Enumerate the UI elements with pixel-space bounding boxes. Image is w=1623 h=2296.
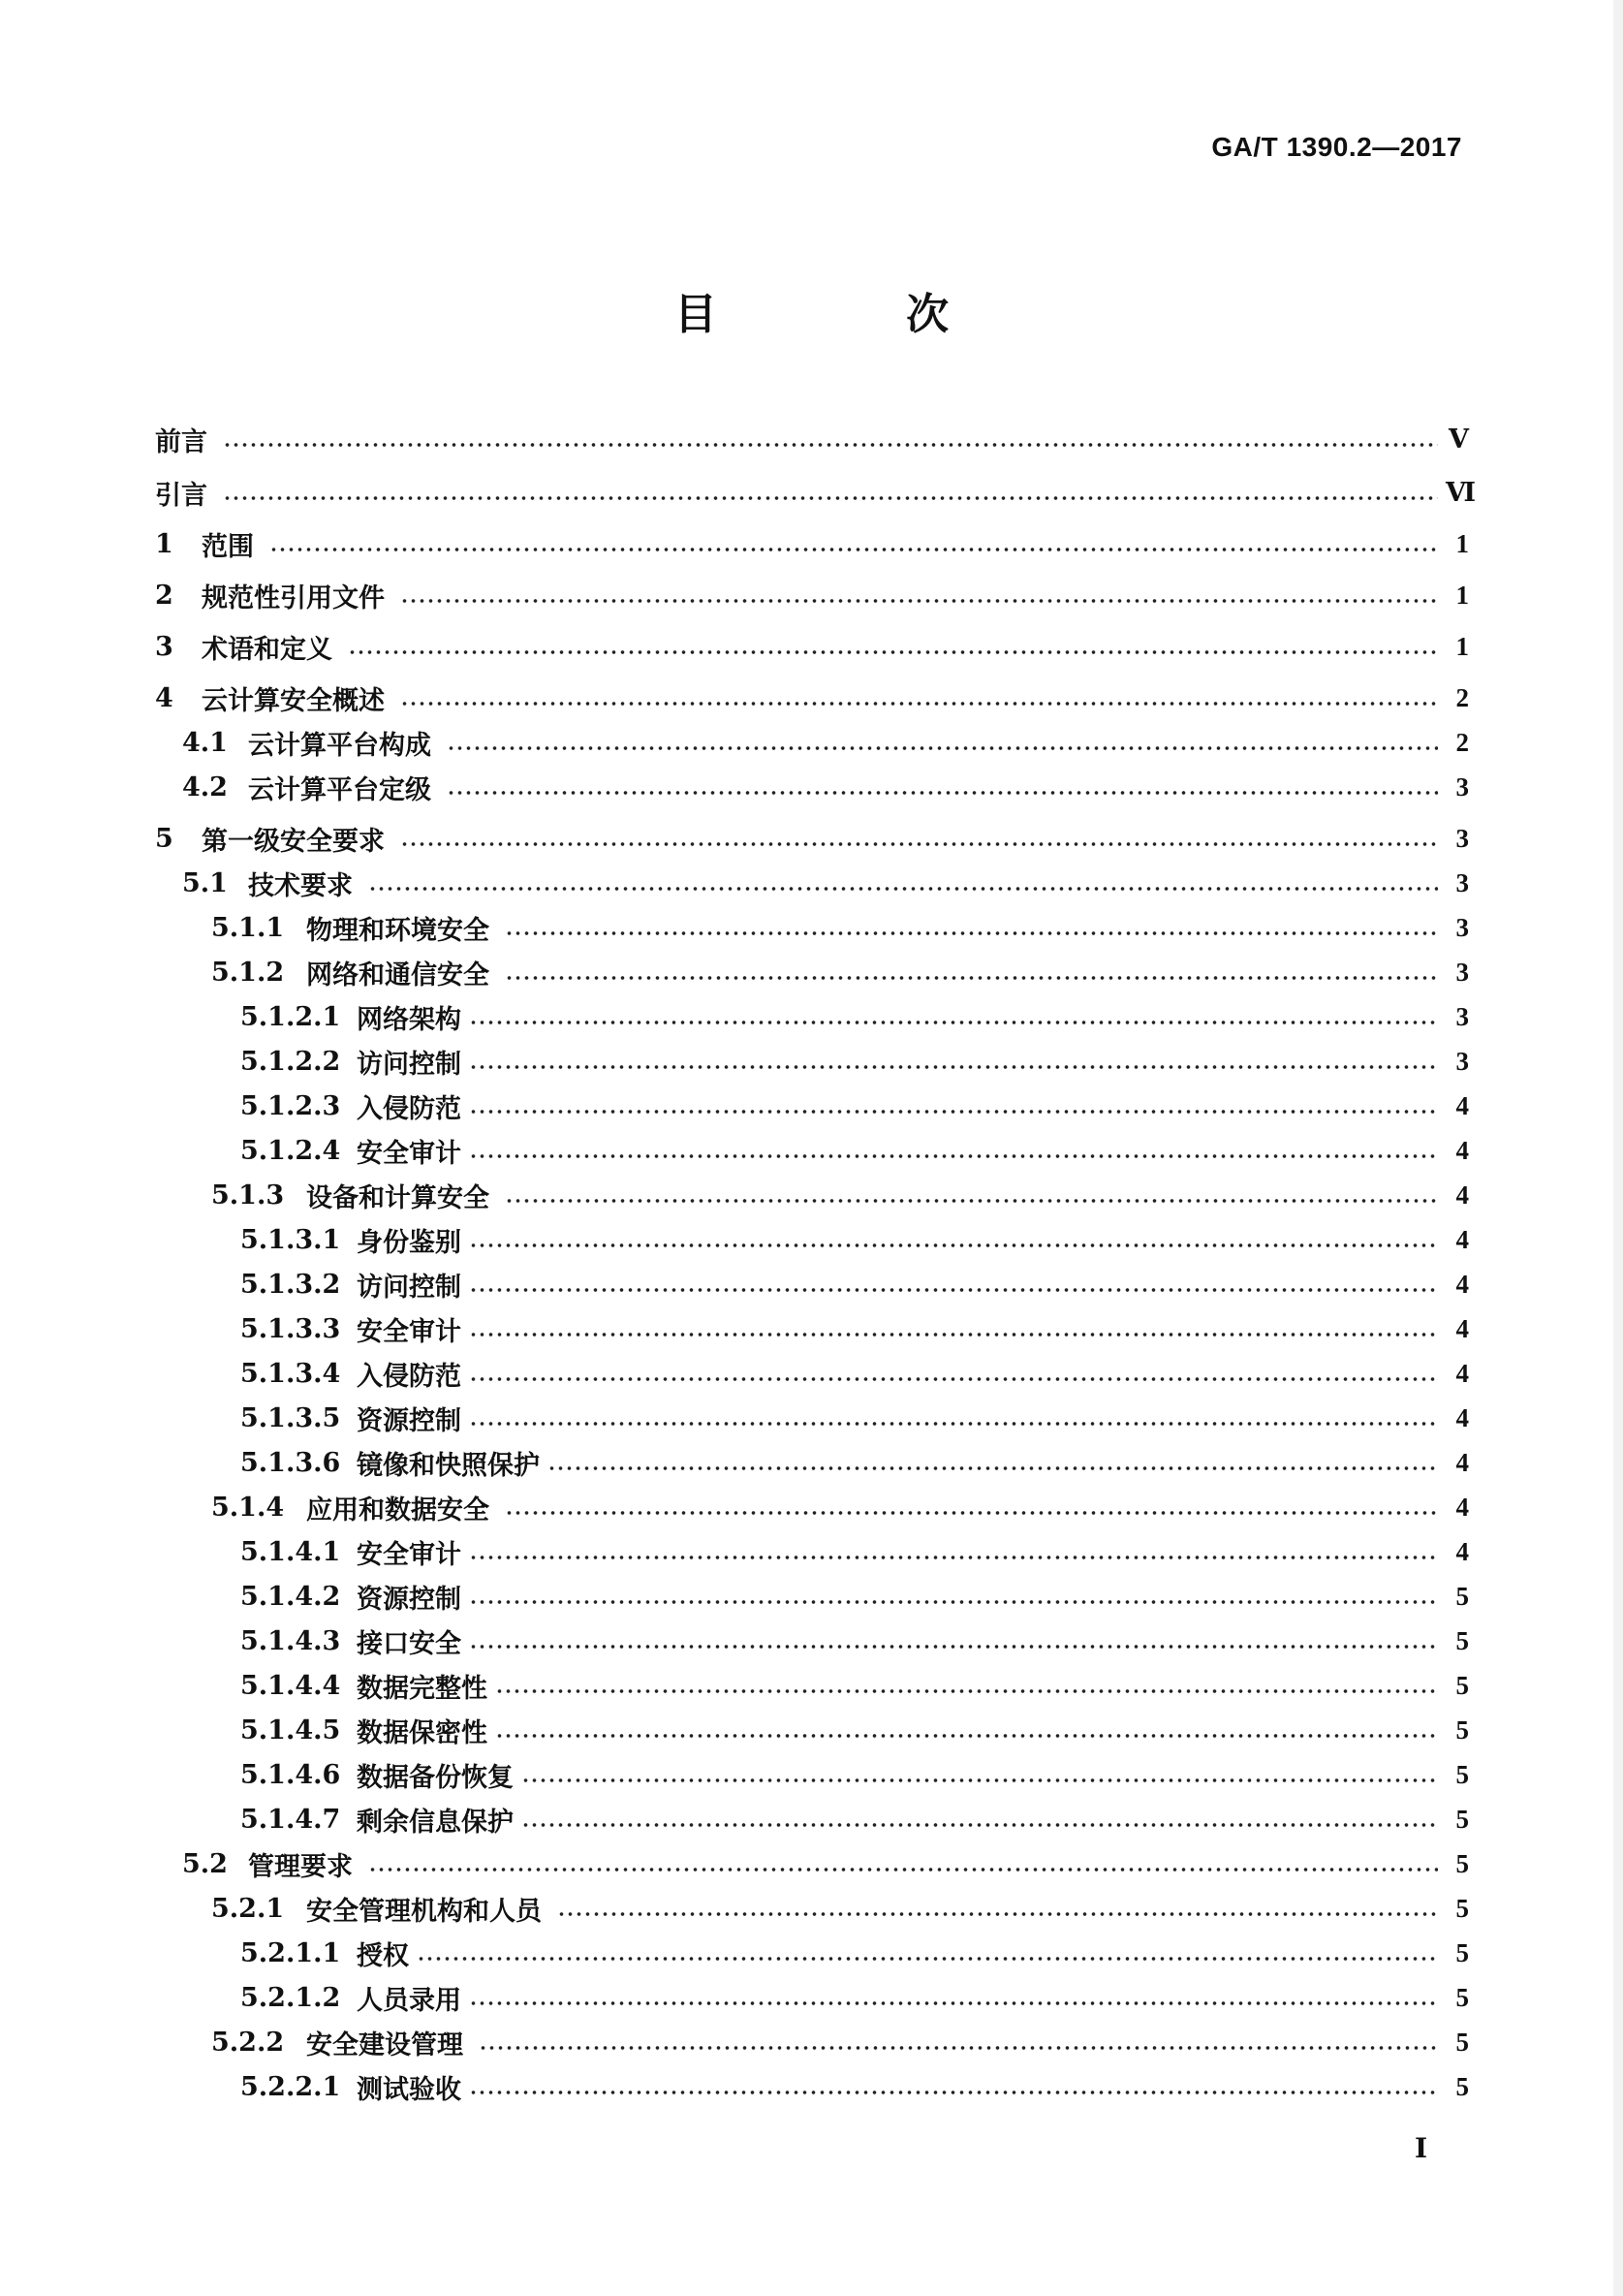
toc-entry-number: 5.1.2	[211, 957, 285, 988]
toc-dot-leader	[495, 1731, 1438, 1741]
toc-entry[interactable]	[155, 816, 1469, 861]
toc-entry[interactable]	[155, 521, 1469, 566]
toc-entry[interactable]	[155, 950, 1469, 994]
toc-entry-title: 安全审计	[357, 1539, 461, 1570]
toc-entry-number: 5.2	[182, 1848, 228, 1879]
toc-entry-page: 4	[1455, 1090, 1469, 1120]
toc-dot-leader	[469, 1998, 1438, 2008]
toc-entry[interactable]	[155, 1574, 1469, 1619]
toc-entry-number: 5.1.3.3	[240, 1313, 341, 1344]
toc-entry-number: 5.1.3.2	[240, 1269, 341, 1300]
toc-entry[interactable]	[155, 1529, 1469, 1574]
toc-dot-leader	[557, 1909, 1438, 1919]
toc-entry-title: 资源控制	[357, 1584, 461, 1615]
toc-entry[interactable]	[155, 624, 1469, 669]
toc-entry-number: 5.1.4	[211, 1492, 285, 1523]
toc-entry-page: 3	[1455, 823, 1469, 853]
toc-dot-leader	[469, 1330, 1438, 1339]
toc-entry-title: 数据完整性	[357, 1673, 487, 1704]
page-edge-shadow	[1613, 0, 1623, 2296]
toc-entry[interactable]	[155, 765, 1469, 809]
toc-entry-number: 5.1.1	[211, 912, 285, 943]
toc-entry-title: 云计算平台构成	[248, 730, 431, 761]
toc-entry-title: 网络和通信安全	[306, 959, 489, 991]
toc-entry-number: 5.1.4.4	[240, 1670, 341, 1701]
toc-entry-page: 3	[1455, 867, 1469, 897]
toc-entry[interactable]	[155, 1931, 1469, 1975]
toc-entry-number: 5.1.3.6	[240, 1447, 341, 1478]
toc-entry-number: 5.1.3.4	[240, 1358, 341, 1389]
toc-entry-title: 访问控制	[357, 1272, 461, 1303]
toc-dot-leader	[417, 1954, 1438, 1964]
toc-entry-page: 4	[1455, 1402, 1469, 1432]
toc-dot-leader	[505, 1508, 1438, 1518]
toc-entry-title: 访问控制	[357, 1049, 461, 1080]
toc-entry[interactable]	[155, 1128, 1469, 1173]
toc-entry-page: 1	[1455, 631, 1469, 661]
toc-entry-title: 入侵防范	[357, 1093, 461, 1124]
toc-entry[interactable]	[155, 470, 1477, 515]
toc-dot-leader	[469, 1062, 1438, 1072]
toc-entry-page: 2	[1455, 727, 1469, 757]
toc-entry-number: 5.1.3.5	[240, 1402, 341, 1433]
toc-entry-page: 1	[1455, 528, 1469, 558]
toc-entry-title: 引言	[155, 480, 207, 511]
toc-entry-number: 5.1.4.6	[240, 1759, 341, 1790]
toc-dot-leader	[447, 788, 1438, 798]
toc-dot-leader	[495, 1686, 1438, 1696]
toc-entry-page: 3	[1455, 1001, 1469, 1031]
toc-entry-page: 2	[1455, 682, 1469, 712]
page-number: Ⅰ	[1415, 2134, 1428, 2164]
toc-entry-title: 数据备份恢复	[357, 1762, 514, 1793]
toc-entry-number: 5.1.4.2	[240, 1581, 341, 1612]
toc-entry-page: 3	[1455, 771, 1469, 802]
toc-dot-leader	[469, 1018, 1438, 1027]
toc-entry-title: 术语和定义	[202, 634, 332, 665]
toc-dot-leader	[505, 973, 1438, 983]
toc-dot-leader	[469, 1241, 1438, 1250]
toc-dot-leader	[400, 699, 1438, 708]
toc-entry-page: 4	[1455, 1179, 1469, 1210]
toc-entry[interactable]	[155, 1039, 1469, 1084]
toc-dot-leader	[469, 2088, 1438, 2097]
toc-entry[interactable]	[155, 861, 1469, 905]
toc-entry-number: 5.1.4.5	[240, 1714, 341, 1746]
toc-entry-number: 3	[155, 631, 173, 662]
toc-dot-leader	[400, 596, 1438, 606]
toc-entry-number: 5.1.4.3	[240, 1625, 341, 1656]
toc-entry-number: 5.1.2.4	[240, 1135, 341, 1166]
toc-entry-page: 1	[1455, 580, 1469, 610]
toc-entry-page: 5	[1455, 1625, 1469, 1655]
toc-entry-number: 5.2.1.1	[240, 1937, 341, 1968]
toc-entry-page: Ⅴ	[1449, 424, 1469, 454]
toc-entry-page: 3	[1455, 1046, 1469, 1076]
toc-dot-leader	[521, 1776, 1438, 1785]
toc-entry-number: 5.1.3.1	[240, 1224, 341, 1255]
toc-entry-page: 5	[1455, 1937, 1469, 1967]
toc-dot-leader	[469, 1285, 1438, 1295]
toc-dot-leader	[469, 1597, 1438, 1607]
toc-entry-page: 5	[1455, 1804, 1469, 1834]
toc-entry[interactable]	[155, 417, 1469, 461]
toc-entry[interactable]	[155, 1262, 1469, 1306]
toc-entry[interactable]	[155, 1752, 1469, 1797]
toc-entry[interactable]	[155, 573, 1469, 617]
toc-entry-title: 安全审计	[357, 1316, 461, 1347]
toc-entry-number: 1	[155, 528, 173, 559]
toc-entry[interactable]	[155, 1396, 1469, 1440]
toc-entry-title: 安全管理机构和人员	[306, 1896, 542, 1927]
toc-entry-title: 第一级安全要求	[202, 826, 385, 857]
toc-entry-number: 2	[155, 580, 173, 611]
toc-dot-leader	[269, 545, 1438, 554]
toc-entry-page: 4	[1455, 1492, 1469, 1522]
toc-entry-page: 5	[1455, 1581, 1469, 1611]
toc-entry[interactable]	[155, 676, 1469, 720]
toc-entry-page: 4	[1455, 1358, 1469, 1388]
toc-entry-page: 5	[1455, 1670, 1469, 1700]
toc-entry-title: 授权	[357, 1940, 409, 1971]
toc-entry[interactable]	[155, 1306, 1469, 1351]
toc-entry-number: 5.1	[182, 867, 228, 898]
toc-entry-page: 4	[1455, 1224, 1469, 1254]
toc-entry[interactable]	[155, 905, 1469, 950]
toc-entry-number: 5.2.2.1	[240, 2071, 341, 2102]
toc-entry-page: 4	[1455, 1269, 1469, 1299]
toc-entry[interactable]	[155, 1351, 1469, 1396]
toc-dot-leader	[469, 1107, 1438, 1117]
toc-entry-title: 技术要求	[248, 870, 353, 901]
toc-entry-number: 5.2.1.2	[240, 1982, 341, 2013]
toc-entry-page: Ⅵ	[1446, 477, 1477, 507]
toc-entry-number: 5.2.2	[211, 2027, 285, 2058]
toc-dot-leader	[447, 743, 1438, 753]
toc-entry-page: 4	[1455, 1447, 1469, 1477]
toc-dot-leader	[469, 1151, 1438, 1161]
toc-entry[interactable]	[155, 1084, 1469, 1128]
toc-entry-number: 5.2.1	[211, 1893, 285, 1924]
document-code: GA/T 1390.2—2017	[1211, 132, 1462, 162]
toc-entry-title: 接口安全	[357, 1628, 461, 1659]
toc-entry-title: 前言	[155, 426, 207, 457]
toc-entry-page: 5	[1455, 1848, 1469, 1878]
toc-entry-title: 设备和计算安全	[306, 1182, 489, 1213]
toc-entry-title: 网络架构	[357, 1004, 461, 1035]
toc-entry-title: 剩余信息保护	[357, 1807, 514, 1838]
toc-entry-title: 云计算平台定级	[248, 774, 431, 805]
toc-entry-title: 数据保密性	[357, 1717, 487, 1748]
toc-dot-leader	[469, 1374, 1438, 1384]
toc-entry-number: 5.1.2.2	[240, 1046, 341, 1077]
toc-entry-number: 5.1.2.1	[240, 1001, 341, 1032]
toc-heading: 目 次	[673, 290, 1037, 339]
toc-entry-title: 物理和环境安全	[306, 915, 489, 946]
toc-dot-leader	[223, 493, 1438, 503]
toc-dot-leader	[547, 1463, 1438, 1473]
toc-entry-page: 4	[1455, 1135, 1469, 1165]
toc-entry-page: 3	[1455, 912, 1469, 942]
toc-entry-title: 资源控制	[357, 1405, 461, 1436]
toc-entry-title: 安全审计	[357, 1138, 461, 1169]
toc-entry-title: 镜像和快照保护	[357, 1450, 540, 1481]
toc-entry-number: 4.2	[182, 771, 228, 802]
toc-dot-leader	[368, 1865, 1438, 1874]
toc-entry[interactable]	[155, 1886, 1469, 1931]
toc-entry-title: 范围	[202, 531, 254, 562]
toc-dot-leader	[368, 884, 1438, 894]
toc-entry-number: 4	[155, 682, 173, 713]
toc-entry-title: 安全建设管理	[306, 2029, 463, 2060]
toc-dot-leader	[505, 928, 1438, 938]
toc-entry[interactable]	[155, 994, 1469, 1039]
toc-dot-leader	[400, 839, 1438, 849]
toc-entry-number: 5.1.4.7	[240, 1804, 341, 1835]
toc-entry-title: 人员录用	[357, 1985, 461, 2016]
toc-dot-leader	[469, 1553, 1438, 1562]
toc-entry[interactable]	[155, 1485, 1469, 1529]
toc-entry[interactable]	[155, 1173, 1469, 1217]
toc-dot-leader	[505, 1196, 1438, 1206]
toc-entry[interactable]	[155, 1440, 1469, 1485]
toc-entry[interactable]	[155, 1841, 1469, 1886]
toc-entry-title: 规范性引用文件	[202, 582, 385, 613]
toc-entry-number: 5.1.2.3	[240, 1090, 341, 1121]
toc-entry-page: 5	[1455, 2071, 1469, 2101]
toc-entry-number: 5.1.4.1	[240, 1536, 341, 1567]
toc-entry-number: 4.1	[182, 727, 228, 758]
toc-entry-number: 5	[155, 823, 173, 854]
toc-dot-leader	[469, 1642, 1438, 1651]
toc-entry[interactable]	[155, 720, 1469, 765]
toc-entry[interactable]	[155, 1663, 1469, 1708]
toc-entry[interactable]	[155, 1797, 1469, 1841]
toc-dot-leader	[223, 440, 1438, 450]
toc-entry-title: 云计算安全概述	[202, 685, 385, 716]
toc-entry-page: 3	[1455, 957, 1469, 987]
toc-entry-page: 4	[1455, 1536, 1469, 1566]
toc-dot-leader	[521, 1820, 1438, 1830]
toc-entry[interactable]	[155, 1619, 1469, 1663]
toc-entry-title: 测试验收	[357, 2074, 461, 2105]
toc-entry[interactable]	[155, 2020, 1469, 2064]
toc-dot-leader	[479, 2043, 1438, 2053]
toc-entry-title: 应用和数据安全	[306, 1494, 489, 1525]
toc-dot-leader	[469, 1419, 1438, 1429]
toc-entry-page: 5	[1455, 1714, 1469, 1745]
toc-entry-title: 管理要求	[248, 1851, 353, 1882]
toc-entry-title: 身份鉴别	[357, 1227, 461, 1258]
toc-entry[interactable]	[155, 1975, 1469, 2020]
toc-entry-page: 5	[1455, 1982, 1469, 2012]
toc-entry-page: 5	[1455, 1893, 1469, 1923]
toc-entry[interactable]	[155, 1217, 1469, 1262]
toc-entry-number: 5.1.3	[211, 1179, 285, 1211]
toc-entry-title: 入侵防范	[357, 1361, 461, 1392]
toc-dot-leader	[348, 647, 1438, 657]
toc-entry-page: 5	[1455, 2027, 1469, 2057]
toc-entry-page: 5	[1455, 1759, 1469, 1789]
toc-entry[interactable]	[155, 1708, 1469, 1752]
toc-entry-page: 4	[1455, 1313, 1469, 1343]
toc-entry[interactable]	[155, 2064, 1469, 2109]
